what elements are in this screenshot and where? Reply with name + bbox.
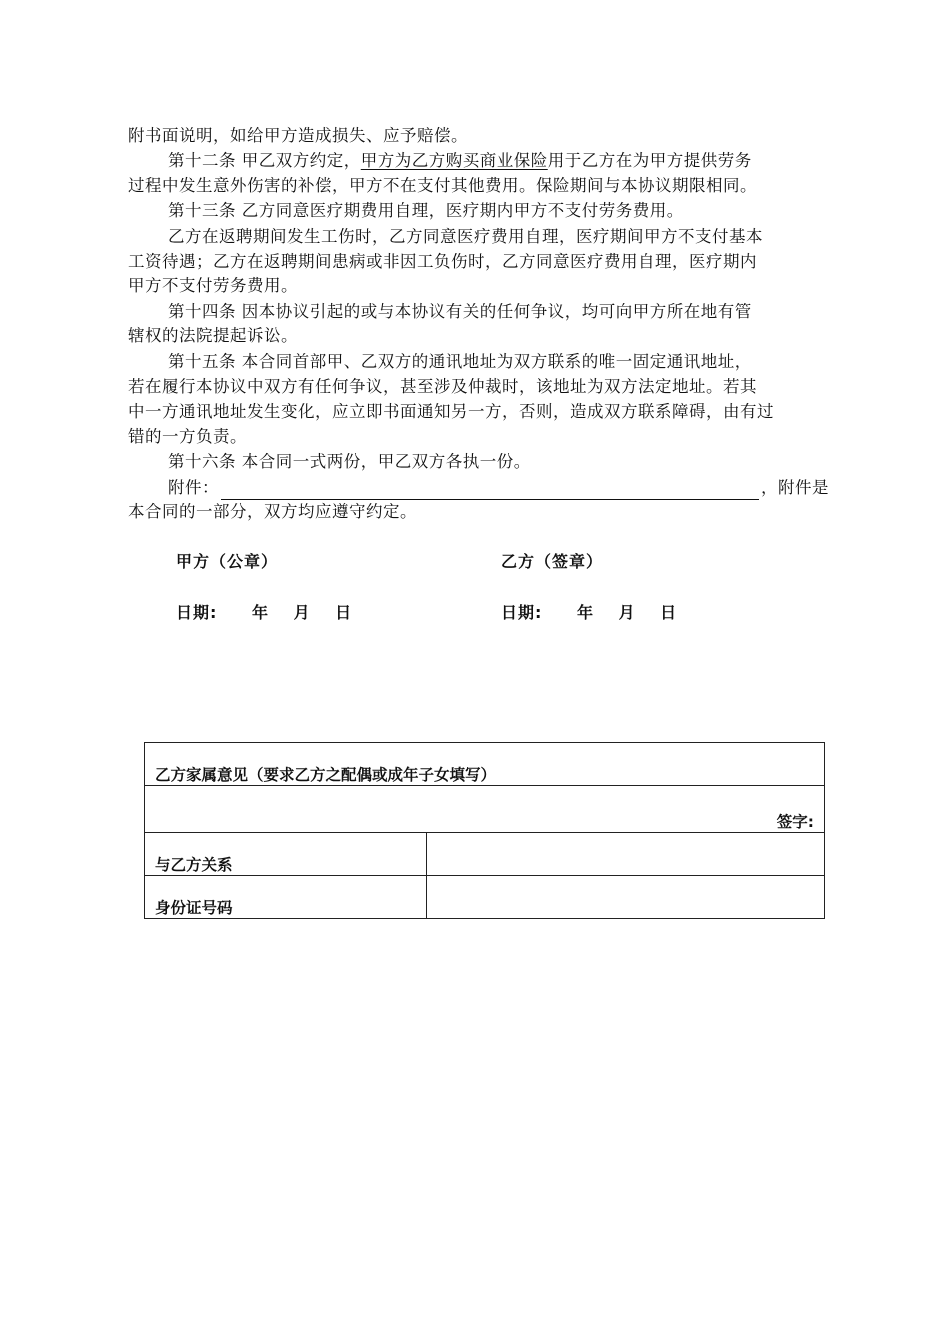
family-opinion-table bbox=[144, 742, 825, 919]
id-number-field[interactable] bbox=[427, 876, 825, 919]
relation-label: 与乙方关系 bbox=[145, 833, 427, 876]
article-12-suffix: 用于乙方在为甲方提供劳务 bbox=[547, 151, 752, 170]
year-label: 年 bbox=[251, 603, 269, 622]
article-14-line: 第十四条 因本协议引起的或与本协议有关的任何争议，均可向甲方所在地有管 bbox=[168, 302, 752, 321]
paragraph-line: 甲方不支付劳务费用。 bbox=[128, 276, 298, 295]
date-label: 日期: bbox=[501, 603, 543, 622]
signature-cell[interactable] bbox=[145, 786, 825, 833]
paragraph-line: 工资待遇；乙方在返聘期间患病或非因工负伤时，乙方同意医疗费用自理，医疗期内 bbox=[128, 252, 757, 271]
day-label: 日 bbox=[660, 603, 678, 622]
party-b-date bbox=[501, 600, 677, 623]
paragraph-line: 辖权的法院提起诉讼。 bbox=[128, 326, 298, 345]
date-label: 日期: bbox=[176, 603, 218, 622]
party-b-seal-label: 乙方（签章） bbox=[501, 552, 604, 571]
article-16-line: 第十六条 本合同一式两份，甲乙双方各执一份。 bbox=[168, 452, 531, 471]
month-label: 月 bbox=[618, 603, 636, 622]
article-12-prefix: 第十二条 甲乙双方约定， bbox=[168, 151, 361, 170]
month-label: 月 bbox=[293, 603, 311, 622]
paragraph-line: 过程中发生意外伤害的补偿，甲方不在支付其他费用。保险期间与本协议期限相同。 bbox=[128, 176, 757, 195]
paragraph-line: 若在履行本协议中双方有任何争议，甚至涉及仲裁时，该地址为双方法定地址。若其 bbox=[128, 377, 757, 396]
signature-label: 签字: bbox=[776, 813, 814, 831]
article-12-line bbox=[128, 149, 824, 173]
paragraph-line: 错的一方负责。 bbox=[128, 427, 247, 446]
year-label: 年 bbox=[576, 603, 594, 622]
relation-field[interactable] bbox=[427, 833, 825, 876]
party-a-date bbox=[176, 600, 352, 623]
party-a-seal-label: 甲方（公章） bbox=[176, 552, 279, 571]
article-13-line: 第十三条 乙方同意医疗期费用自理，医疗期内甲方不支付劳务费用。 bbox=[168, 201, 684, 220]
attachment-blank-field[interactable] bbox=[221, 481, 759, 500]
article-15-line: 第十五条 本合同首部甲、乙双方的通讯地址为双方联系的唯一固定通讯地址， bbox=[168, 352, 752, 371]
paragraph-line: 中一方通讯地址发生变化，应立即书面通知另一方，否则，造成双方联系障碍，由有过 bbox=[128, 402, 774, 421]
id-number-label: 身份证号码 bbox=[145, 876, 427, 919]
attachment-suffix: ，附件是 bbox=[761, 478, 829, 497]
attachment-label: 附件： bbox=[168, 478, 219, 497]
paragraph-line: 附书面说明，如给甲方造成损失、应予赔偿。 bbox=[128, 126, 468, 145]
family-opinion-title: 乙方家属意见（要求乙方之配偶或成年子女填写） bbox=[145, 743, 825, 786]
paragraph-line: 乙方在返聘期间发生工伤时，乙方同意医疗费用自理，医疗期间甲方不支付基本 bbox=[168, 227, 763, 246]
day-label: 日 bbox=[335, 603, 353, 622]
insurance-clause-underlined: 甲方为乙方购买商业保险 bbox=[360, 151, 548, 170]
attachment-line bbox=[128, 476, 829, 500]
paragraph-line: 本合同的一部分，双方均应遵守约定。 bbox=[128, 502, 417, 521]
